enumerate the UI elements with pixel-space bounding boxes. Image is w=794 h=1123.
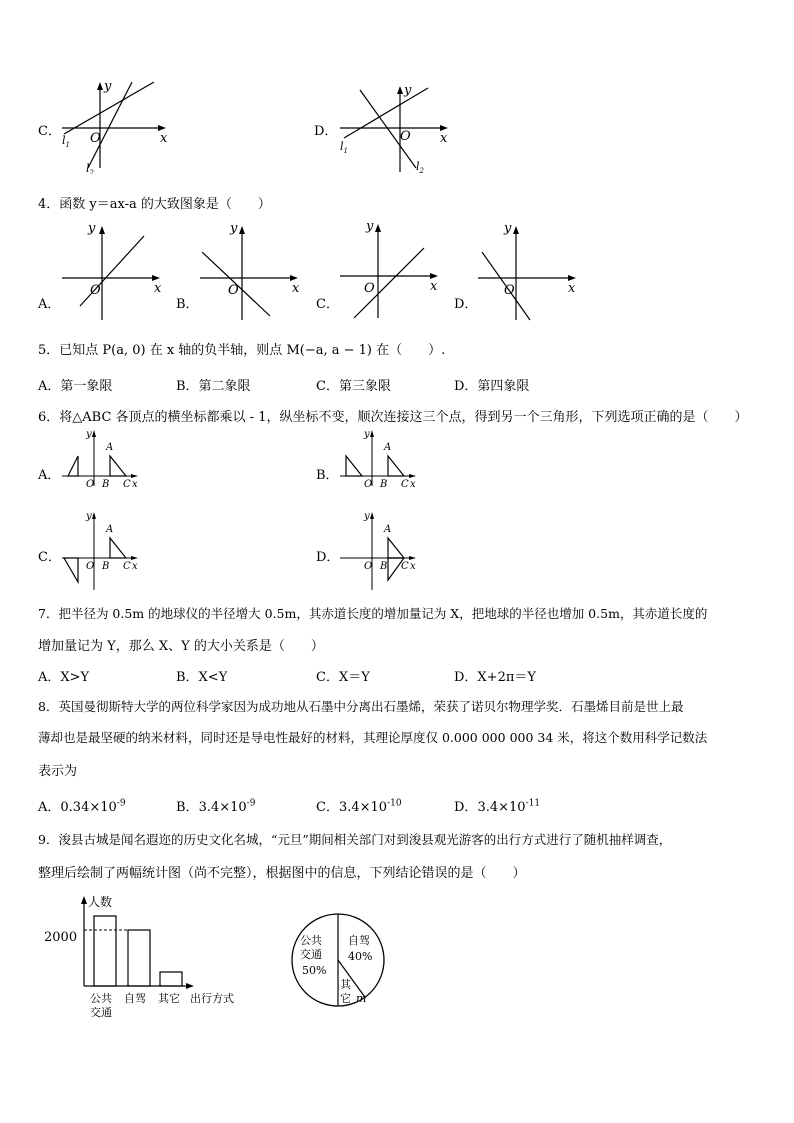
y-label: y xyxy=(404,83,412,98)
svg-text:x: x xyxy=(154,281,162,296)
l2-label: $l_2$ xyxy=(86,162,94,174)
q6-option-b-label[interactable]: B． xyxy=(316,468,339,483)
l2-label: $l_2$ xyxy=(416,160,424,175)
q5-option-d[interactable]: D．第四象限 xyxy=(454,379,530,394)
q6-option-a-label[interactable]: A． xyxy=(38,468,61,483)
svg-text:y: y xyxy=(230,222,238,236)
svg-text:A: A xyxy=(384,442,392,453)
q5-stem: 5．已知点 P(a, 0) 在 x 轴的负半轴，则点 M(−a, a − 1) 在（ ）. xyxy=(38,343,446,358)
pie-pct-public: 50% xyxy=(302,964,327,977)
svg-text:A: A xyxy=(106,442,114,453)
svg-text:y: y xyxy=(364,511,370,522)
pie-label-public-2: 交通 xyxy=(300,948,322,961)
pie-label-other: 其 xyxy=(340,978,351,991)
bar-cat-label-0b: 交通 xyxy=(90,1006,112,1019)
bar-1 xyxy=(128,930,150,986)
svg-text:O: O xyxy=(90,283,101,298)
q4-option-a-graph[interactable] xyxy=(58,222,168,322)
line-l2 xyxy=(88,82,132,168)
q8-option-d[interactable]: D．$3.4\times 10^{-11}$ xyxy=(454,798,541,815)
svg-text:x: x xyxy=(410,561,416,572)
triangle-image xyxy=(68,456,78,476)
q7-stem-line1: 7．把半径为 0.5m 的地球仪的半径增大 0.5m，其赤道长度的增加量记为 X，把地球的半径也增加 0.5m，其赤道长度的 xyxy=(38,606,708,621)
origin-label: O xyxy=(400,129,411,144)
triangle-image xyxy=(64,558,78,582)
svg-text:y: y xyxy=(88,222,96,236)
x-label: x xyxy=(440,131,448,146)
svg-text:B: B xyxy=(380,561,388,572)
q3-option-c-graph[interactable] xyxy=(58,76,172,174)
q7-option-d[interactable]: D．X+2π＝Y xyxy=(454,670,536,685)
svg-text:B: B xyxy=(380,479,388,488)
svg-text:y: y xyxy=(86,429,92,440)
pie-label-self: 自驾 xyxy=(348,934,370,947)
q8-option-c[interactable]: C．$3.4\times 10^{-10}$ xyxy=(316,798,402,815)
q5-option-a[interactable]: A．第一象限 xyxy=(38,379,113,394)
bar-cat-label-1: 自驾 xyxy=(124,992,146,1005)
q8-stem-line2: 薄却也是最坚硬的纳米材料，同时还是导电性最好的材料，其理论厚度仅 0.000 000 000 34 米，将这个数用科学记数法 xyxy=(38,730,708,745)
q4-option-d-label[interactable]: D． xyxy=(454,297,478,312)
q4-option-b-graph[interactable] xyxy=(196,222,306,322)
q3-option-c-label[interactable]: C． xyxy=(38,124,61,139)
bar-2 xyxy=(160,972,182,986)
svg-text:y: y xyxy=(364,429,370,440)
bar-0 xyxy=(94,916,116,986)
q7-option-b[interactable]: B．X<Y xyxy=(176,670,228,685)
q6-option-b-graph[interactable] xyxy=(338,428,420,488)
svg-text:y: y xyxy=(86,511,92,522)
bar-cat-label-0: 公共 xyxy=(90,992,112,1005)
svg-text:B: B xyxy=(102,561,110,572)
q7-option-c[interactable]: C．X＝Y xyxy=(316,670,370,685)
q8-option-b[interactable]: B．$3.4\times 10^{-9}$ xyxy=(176,798,256,815)
q6-option-d-label[interactable]: D． xyxy=(316,550,340,565)
svg-text:x: x xyxy=(410,479,416,488)
q4-stem: 4．函数 y＝ax-a 的大致图象是（ ） xyxy=(38,197,271,212)
svg-text:C: C xyxy=(123,561,131,572)
q8-stem-line1: 8．英国曼彻斯特大学的两位科学家因为成功地从石墨中分离出石墨烯，荣获了诺贝尔物理学奖．石墨烯目前是世上最 xyxy=(38,699,684,714)
l1-label: $l_1$ xyxy=(340,140,348,155)
pie-pct-self: 40% xyxy=(348,950,373,963)
svg-text:B: B xyxy=(102,479,110,488)
q7-option-a[interactable]: A．X>Y xyxy=(38,670,90,685)
svg-text:C: C xyxy=(123,479,131,488)
svg-text:x: x xyxy=(132,561,138,572)
q4-option-c-graph[interactable] xyxy=(336,218,446,322)
y-label: y xyxy=(104,79,112,94)
svg-text:O: O xyxy=(86,479,95,488)
triangle-abc xyxy=(388,538,404,558)
svg-text:x: x xyxy=(292,281,300,296)
q4-option-c-label[interactable]: C． xyxy=(316,297,339,312)
triangle-abc xyxy=(110,538,126,558)
q9-stem-line2: 整理后绘制了两幅统计图（尚不完整），根据图中的信息，下列结论错误的是（ ） xyxy=(38,866,526,881)
q7-stem-line2: 增加量记为 Y，那么 X、Y 的大小关系是（ ） xyxy=(38,639,324,654)
y-axis-arrow xyxy=(97,82,103,90)
svg-text:O: O xyxy=(504,283,515,298)
q6-option-a-graph[interactable] xyxy=(60,428,142,488)
origin-label: O xyxy=(90,131,101,146)
triangle-image xyxy=(346,456,362,476)
triangle-abc xyxy=(388,456,404,476)
pie-label-public: 公共 xyxy=(300,934,322,947)
q8-option-a[interactable]: A．$0.34\times 10^{-9}$ xyxy=(38,798,126,815)
svg-text:x: x xyxy=(568,281,576,296)
svg-text:A: A xyxy=(106,524,114,535)
q9-bar-chart xyxy=(40,892,260,1024)
pie-label-other-2: 它 xyxy=(340,992,351,1005)
q6-stem: 6．将△ABC 各顶点的横坐标都乘以 - 1，纵坐标不变，顺次连接这三个点，得到另一个三角形，下列选项正确的是（ ） xyxy=(38,410,748,425)
bar-cat-label-2: 其它 xyxy=(158,992,180,1005)
q4-option-d-graph[interactable] xyxy=(474,222,584,322)
q9-pie-chart xyxy=(286,908,390,1012)
q6-option-c-label[interactable]: C． xyxy=(38,550,61,565)
svg-text:A: A xyxy=(384,524,392,535)
q5-option-b[interactable]: B．第二象限 xyxy=(176,379,251,394)
svg-text:C: C xyxy=(401,561,409,572)
pie-pct-other: m xyxy=(356,992,367,1005)
q6-option-c-graph[interactable] xyxy=(60,510,142,592)
svg-text:C: C xyxy=(401,479,409,488)
q5-option-c[interactable]: C．第三象限 xyxy=(316,379,391,394)
x-label: x xyxy=(160,131,168,146)
bar-tick-2000: 2000 xyxy=(44,930,78,945)
line-l1 xyxy=(344,88,428,138)
q3-option-d-graph[interactable] xyxy=(336,82,452,176)
svg-text:O: O xyxy=(86,561,95,572)
triangle-abc xyxy=(110,456,126,476)
q4-option-a-label[interactable]: A． xyxy=(38,297,61,312)
q3-option-d-label[interactable]: D． xyxy=(314,124,338,139)
svg-text:O: O xyxy=(228,283,239,298)
bar-x-label: 出行方式 xyxy=(190,992,234,1005)
q4-option-b-label[interactable]: B． xyxy=(176,297,199,312)
svg-text:y: y xyxy=(504,222,512,236)
bar-y-label: 人数 xyxy=(88,895,113,909)
l1-label: $l_1$ xyxy=(62,134,70,149)
svg-text:y: y xyxy=(366,219,374,234)
svg-text:x: x xyxy=(132,479,138,488)
q8-stem-line3: 表示为 xyxy=(38,764,78,779)
y-axis-arrow xyxy=(397,86,403,94)
svg-text:x: x xyxy=(430,279,438,294)
svg-text:O: O xyxy=(364,561,373,572)
svg-text:O: O xyxy=(364,281,375,296)
svg-text:O: O xyxy=(364,479,373,488)
q6-option-d-graph[interactable] xyxy=(338,510,420,592)
q9-stem-line1: 9．浚县古城是闻名遐迩的历史文化名城，“元旦”期间相关部门对到浚县观光游客的出行方式进行了随机抽样调查， xyxy=(38,832,672,847)
